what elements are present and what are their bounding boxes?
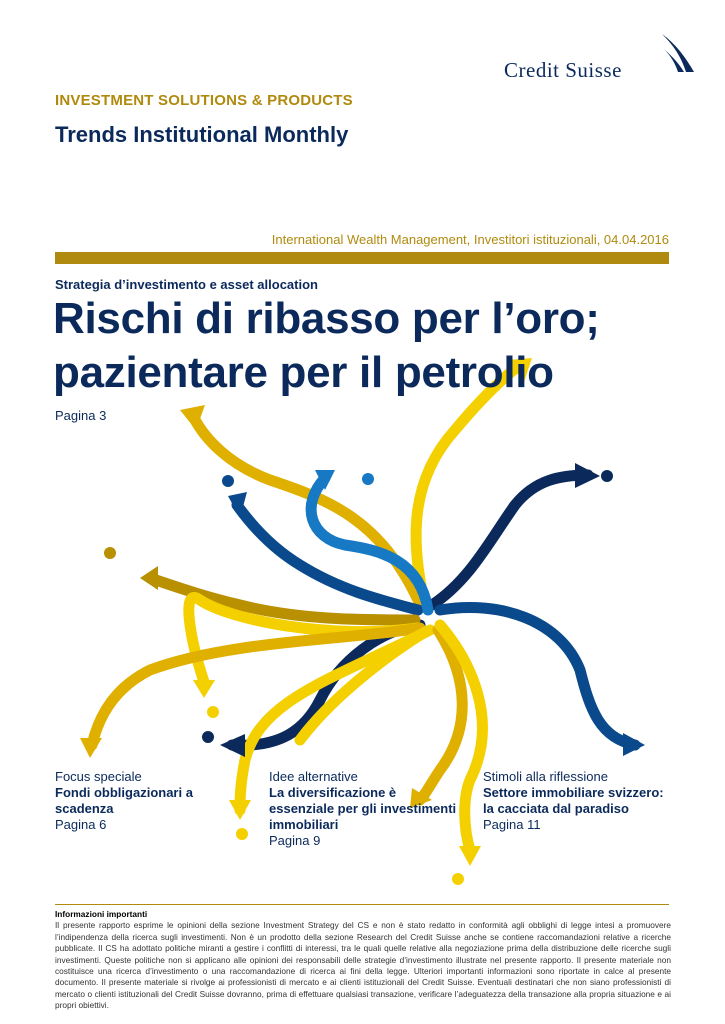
credit-suisse-logo: [500, 30, 700, 90]
arrowhead: [193, 680, 215, 698]
teaser-kicker: Stimoli alla riflessione: [483, 769, 608, 784]
teaser-column-3: [483, 769, 673, 833]
arrowhead: [140, 566, 158, 590]
lead-label: Strategia d’investimento e asset allocation: [55, 277, 318, 292]
arrow-navy-right: [432, 475, 588, 605]
teaser-title: La diversificazione è essenziale per gli investimenti immobiliari: [269, 785, 457, 832]
headline-line-2: pazientare per il petrolio: [53, 348, 554, 397]
teaser-page: Pagina 6: [55, 817, 107, 832]
dot: [601, 470, 613, 482]
publication-meta: International Wealth Management, Investitori istituzionali, 04.04.2016: [271, 232, 669, 247]
teaser-column-2: [269, 769, 464, 849]
teaser-title: Settore immobiliare svizzero: la cacciata dal paradiso: [483, 785, 664, 816]
arrow-yellow-up-right: [416, 365, 520, 605]
arrow-mustard-up-left: [193, 416, 418, 600]
arrowhead: [623, 733, 645, 756]
arrowhead: [220, 734, 245, 757]
arrowhead: [575, 463, 600, 488]
arrow-mustard-down-left-long: [92, 628, 420, 745]
arrowhead: [315, 470, 335, 490]
headline: [53, 292, 673, 400]
important-info: [55, 909, 671, 1012]
publication-title: Trends Institutional Monthly: [55, 122, 349, 147]
arrow-ochre-left: [150, 578, 415, 620]
arrowhead: [180, 405, 205, 430]
sails-icon: [658, 30, 698, 76]
info-divider: [55, 904, 669, 905]
teaser-column-1: [55, 769, 245, 833]
teaser-kicker: Focus speciale: [55, 769, 142, 784]
dot: [202, 731, 214, 743]
teaser-page: Pagina 11: [483, 817, 541, 832]
arrow-navy-down-left: [232, 625, 420, 745]
headline-page-ref: Pagina 3: [55, 408, 107, 423]
arrow-yellow-mid-left: [300, 632, 425, 740]
arrow-lightblue-up: [311, 478, 428, 610]
arrowhead: [80, 738, 102, 758]
dot: [362, 473, 374, 485]
info-title: Informazioni importanti: [55, 909, 148, 919]
teaser-kicker: Idee alternative: [269, 769, 358, 784]
brand-name: Credit Suisse: [504, 58, 622, 82]
dot: [104, 547, 116, 559]
section-label: INVESTMENT SOLUTIONS & PRODUCTS: [55, 92, 353, 109]
dot: [452, 873, 464, 885]
info-body: Il presente rapporto esprime le opinioni della sezione Investment Strategy del CS e non è stato redatto in conformità agli obblighi di legge intesi a promuovere l’indipendenza della ricerca sugli investimenti. Non è un prodotto della sezione Research del Credit Suisse anche se contiene raccomandazioni relative a ricerche pubblicate. Il CS ha adottato politiche miranti a gestire i conflitti di interessi, tra le quali quelle relative alla negoziazione prima della distribuzione delle ricerche sugli investimenti. Queste politiche non si applicano alle opinioni dei responsabili delle strategie d’investimento illustrate nel presente rapporto. Il presente materiale non costituisce una ricerca d’investimento o una raccomandazione di ricerca ai fini della legge. Ulteriori importanti informazioni sono riportate in calce al presente documento. Il presente materiale si rivolge ai professionisti di mercato e ai clienti istituzionali del Credit Suisse. Eventuali destinatari che non siano professionisti di mercato o clienti istituzionali del Credit Suisse dovranno, prima di effettuare qualsiasi transazione, verificare l’adeguatezza della transazione alla propria situazione e ai propri obiettivi.: [55, 920, 671, 1011]
arrowhead: [459, 846, 481, 866]
gold-divider: [55, 252, 669, 264]
dot: [207, 706, 219, 718]
arrow-blue-left: [237, 505, 418, 610]
teaser-page: Pagina 9: [269, 833, 321, 848]
arrowhead: [228, 492, 247, 518]
arrow-yellow-down-left: [189, 597, 418, 685]
headline-line-1: Rischi di ribasso per l’oro;: [53, 294, 600, 343]
dot: [222, 475, 234, 487]
arrow-blue-right-down: [440, 608, 635, 746]
teaser-title: Fondi obbligazionari a scadenza: [55, 785, 193, 816]
